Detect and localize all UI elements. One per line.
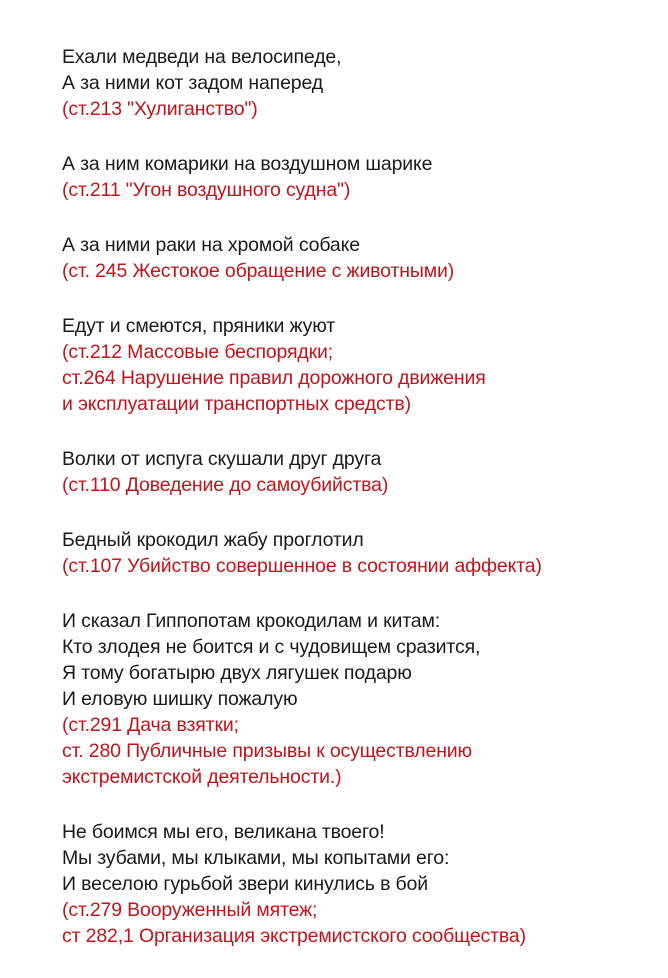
stanza [62,527,652,579]
stanza [62,608,652,790]
verse-line: А за ними кот задом наперед [62,72,323,94]
verse-line: И веселою гурьбой звери кинулись в бой [62,873,428,895]
law-reference-line: и эксплуатации транспортных средств) [62,393,411,415]
stanza [62,232,652,284]
law-reference-line: (ст.291 Дача взятки; [62,714,239,736]
law-reference-line: ст. 280 Публичные призывы к осуществлению [62,740,473,762]
law-reference-line: (ст.279 Вооруженный мятеж; [62,899,318,921]
verse-line: Ехали медведи на велосипеде, [62,46,342,68]
verse-line: Я тому богатырю двух лягушек подарю [62,662,412,684]
stanza [62,446,652,498]
verse-line: Мы зубами, мы клыками, мы копытами его: [62,847,450,869]
stanza [62,151,652,203]
law-reference-line: ст 282,1 Организация экстремистского сообщества) [62,925,526,947]
verse-line: И еловую шишку пожалую [62,688,298,710]
verse-line: И сказал Гиппопотам крокодилам и китам: [62,610,440,632]
law-reference-line: (ст.110 Доведение до самоубийства) [62,474,389,496]
verse-line: Едут и смеются, пряники жуют [62,315,336,337]
stanza [62,819,652,949]
verse-line: Не боимся мы его, великана твоего! [62,821,385,843]
law-reference-line: ст.264 Нарушение правил дорожного движения [62,367,486,389]
verse-line: Волки от испуга скушали друг друга [62,448,382,470]
stanza [62,313,652,417]
law-reference-line: (ст.211 "Угон воздушного судна") [62,179,351,201]
stanza [62,44,652,122]
verse-line: Кто злодея не боится и с чудовищем сразится, [62,636,481,658]
verse-line: Бедный крокодил жабу проглотил [62,529,364,551]
law-reference-line: (ст. 245 Жестокое обращение с животными) [62,260,455,282]
law-reference-line: (ст.212 Массовые беспорядки; [62,341,334,363]
law-reference-line: (ст.107 Убийство совершенное в состоянии аффекта) [62,555,542,577]
law-reference-line: (ст.213 "Хулиганство") [62,98,258,120]
verse-line: А за ним комарики на воздушном шарике [62,153,433,175]
poem-document [62,44,652,978]
law-reference-line: экстремистской деятельности.) [62,766,342,788]
verse-line: А за ними раки на хромой собаке [62,234,360,256]
